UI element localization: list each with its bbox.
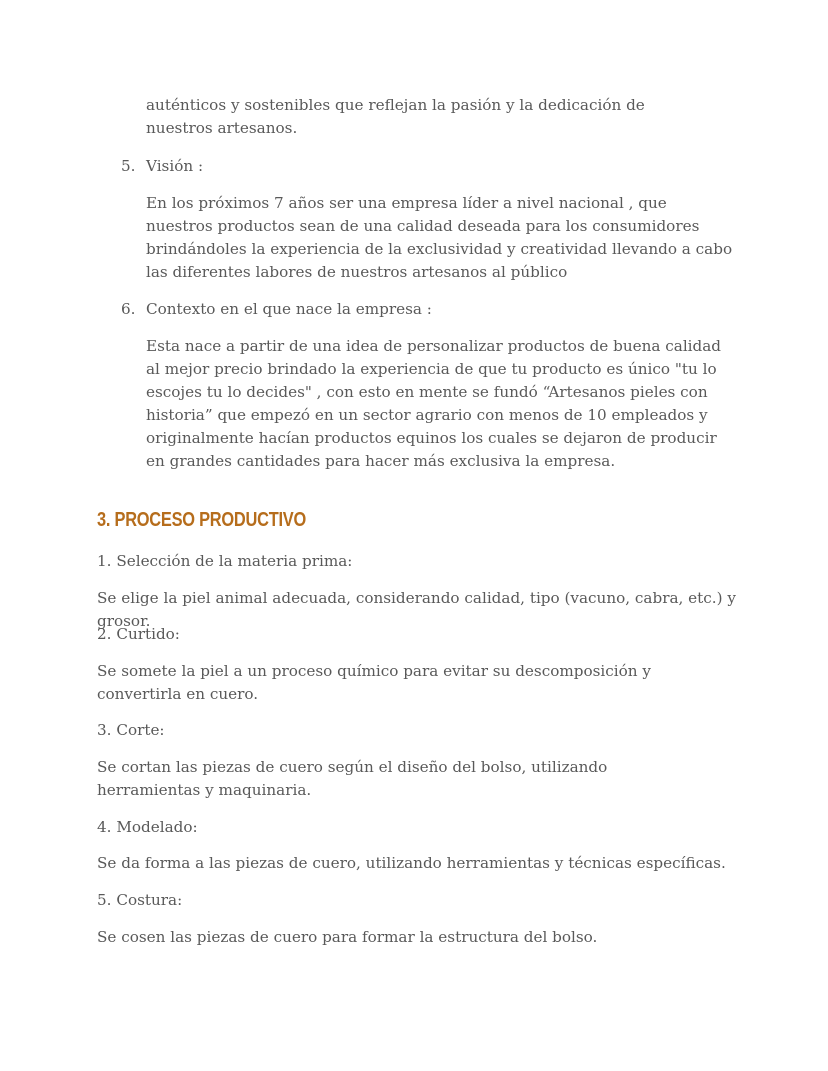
step-title: 5. Costura: (97, 891, 183, 909)
list-item-number: 5. (121, 157, 136, 175)
step-body: Se da forma a las piezas de cuero, utilizando herramientas y técnicas específicas. (97, 854, 726, 872)
step-body: Se elige la piel animal adecuada, considerando calidad, tipo (vacuno, cabra, etc.) y grosor. (97, 589, 736, 630)
step-body: Se cortan las piezas de cuero según el diseño del bolso, utilizando herramientas y maquinaria. (97, 758, 608, 799)
step-title: 2. Curtido: (97, 625, 180, 643)
list-item-title: Contexto en el que nace la empresa : (146, 300, 432, 318)
list-item-body: Esta nace a partir de una idea de personalizar productos de buena calidad al mejor precio brindado la experiencia de que tu producto es único "tu lo escojes tu lo decides" , con esto en mente se fundó “Artesanos pieles con historia” que empezó en un sector agrario con menos de 10 empleados y originalmente hacían productos equinos los cuales se dejaron de producir en grandes cantidades para hacer más exclusiva la empresa. (146, 337, 722, 470)
intro-continuation: auténticos y sostenibles que reflejan la pasión y la dedicación de nuestros artesanos. (146, 96, 645, 137)
step-body: Se cosen las piezas de cuero para formar la estructura del bolso. (97, 928, 598, 946)
step-title: 1. Selección de la materia prima: (97, 552, 353, 570)
list-item-title: Visión : (146, 157, 204, 175)
list-item-number: 6. (121, 300, 136, 318)
list-item-body: En los próximos 7 años ser una empresa líder a nivel nacional , que nuestros productos sean de una calidad deseada para los consumidores brindándoles la experiencia de la exclusividad y creatividad llevando a cabo las diferentes labores de nuestros artesanos al público (146, 194, 733, 281)
section-heading: 3. PROCESO PRODUCTIVO (97, 509, 306, 531)
step-title: 3. Corte: (97, 721, 165, 739)
step-body: Se somete la piel a un proceso químico para evitar su descomposición y convertirla en cuero. (97, 662, 651, 703)
step-title: 4. Modelado: (97, 818, 198, 836)
